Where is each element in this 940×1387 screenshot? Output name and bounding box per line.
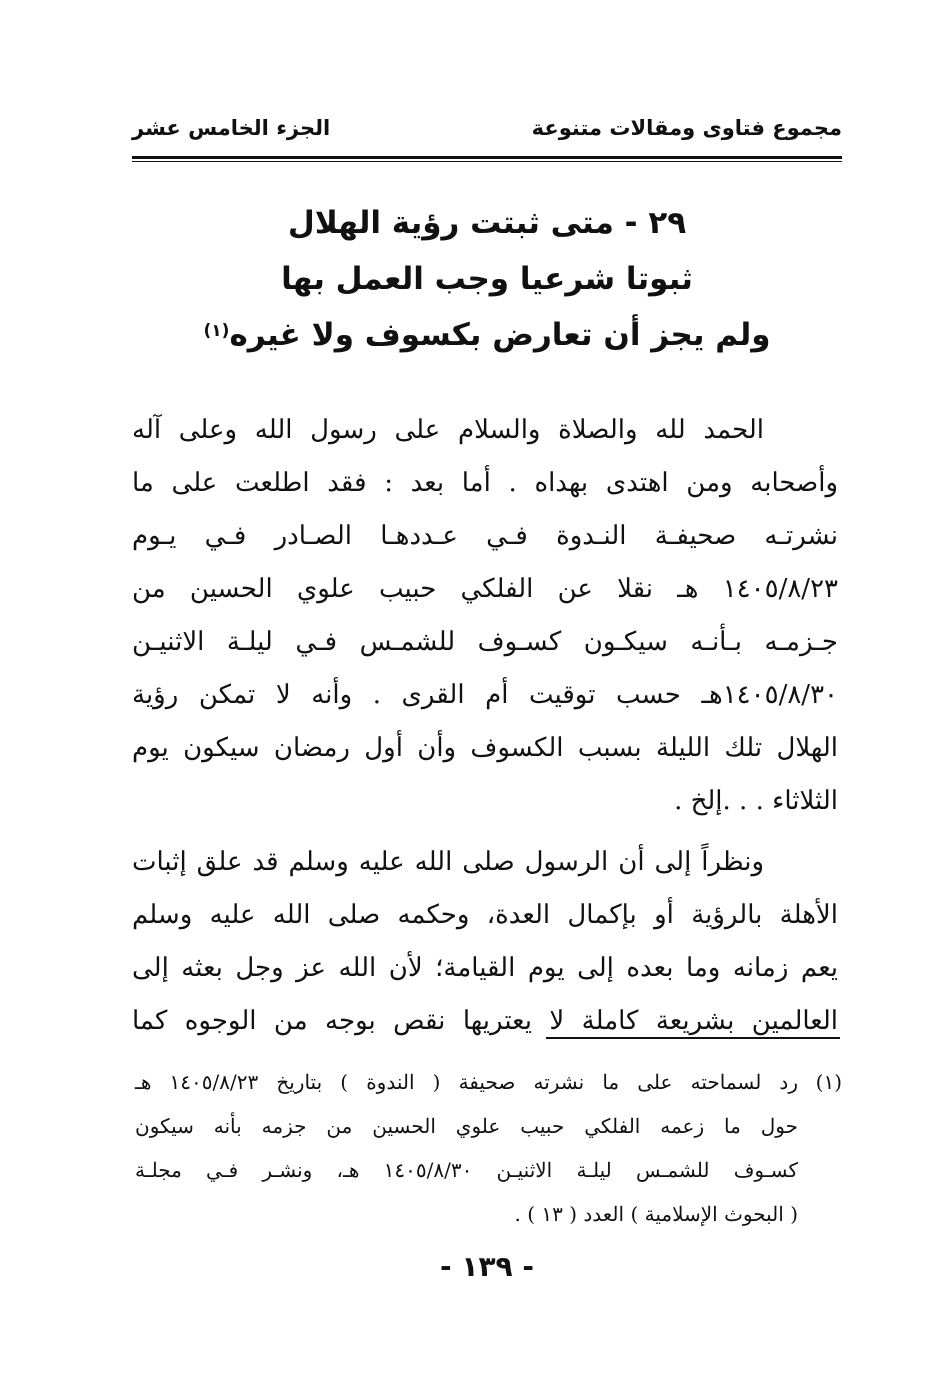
footnote-marker: (١): [815, 1070, 842, 1094]
header-rule: [132, 156, 842, 159]
body-text: [132, 404, 838, 1048]
footnote-text: [135, 1060, 798, 1236]
header-book-title: مجموع فتاوى ومقالات متنوعة: [531, 116, 842, 140]
body-line: وأصحابه ومن اهتدى بهداه . أما بعد : فقد اطلعت على ما: [132, 468, 838, 498]
body-line: نشرتـه صحيفـة النـدوة فـي عـددهـا الصـادر فـي يـوم: [132, 521, 838, 551]
body-line: الثلاثاء . . .إلخ .: [674, 786, 838, 816]
body-line: العالمين بشريعة كاملة لا يعتريها نقص بوجه من الوجوه كما: [132, 1006, 838, 1036]
footnote-line: حول ما زعمه الفلكي حبيب علوي الحسين من جزمه بأنه سيكون: [135, 1114, 798, 1138]
title-line-3-text: ولم يجز أن تعارض بكسوف ولا غيره: [229, 317, 771, 353]
title-line-1: ٢٩ - متى ثبتت رؤية الهلال: [287, 205, 687, 241]
body-line: ١٤٠٥/٨/٣٠هـ حسب توقيت أم القرى . وأنه لا تمكن رؤية: [132, 680, 838, 710]
article-title: [132, 195, 842, 363]
paragraph-1: [132, 404, 838, 828]
body-line: جـزمـه بـأنـه سيكـون كسـوف للشمـس فـي ليلـة الاثنيـن: [132, 627, 838, 657]
footnote-line: ( البحوث الإسلامية ) العدد ( ١٣ ) .: [514, 1202, 798, 1226]
running-header: [132, 110, 842, 150]
footnote-line: كسـوف للشمـس ليلـة الاثنيـن ١٤٠٥/٨/٣٠ هـ، ونشـر فـي مجلـة: [135, 1158, 798, 1182]
title-line-2: ثبوتا شرعيا وجب العمل بها: [281, 261, 693, 297]
body-line: يعم زمانه وما بعده إلى يوم القيامة؛ لأن الله عز وجل بعثه إلى: [132, 953, 838, 983]
body-line: الهلال تلك الليلة بسبب الكسوف وأن أول رمضان سيكون يوم: [132, 733, 838, 763]
title-line-3: [132, 307, 842, 363]
title-footnote-ref: (١): [203, 321, 230, 341]
body-line: الحمد لله والصلاة والسلام على رسول الله وعلى آله: [132, 415, 764, 445]
footnote-separator: [546, 1037, 840, 1039]
footnote-line: رد لسماحته على ما نشرته صحيفة ( الندوة ) بتاريخ ١٤٠٥/٨/٢٣ هـ: [135, 1070, 798, 1094]
page-number: - ١٣٩ -: [439, 1250, 535, 1283]
header-rule-thin: [132, 161, 842, 162]
body-line: ١٤٠٥/٨/٢٣ هـ نقلا عن الفلكي حبيب علوي الحسين من: [132, 574, 838, 604]
paragraph-2: [132, 836, 838, 1048]
body-line: الأهلة بالرؤية أو بإكمال العدة، وحكمه صلى الله عليه وسلم: [132, 900, 838, 930]
header-volume: الجزء الخامس عشر: [132, 116, 331, 140]
body-line: ونظراً إلى أن الرسول صلى الله عليه وسلم قد علق إثبات: [132, 847, 764, 877]
